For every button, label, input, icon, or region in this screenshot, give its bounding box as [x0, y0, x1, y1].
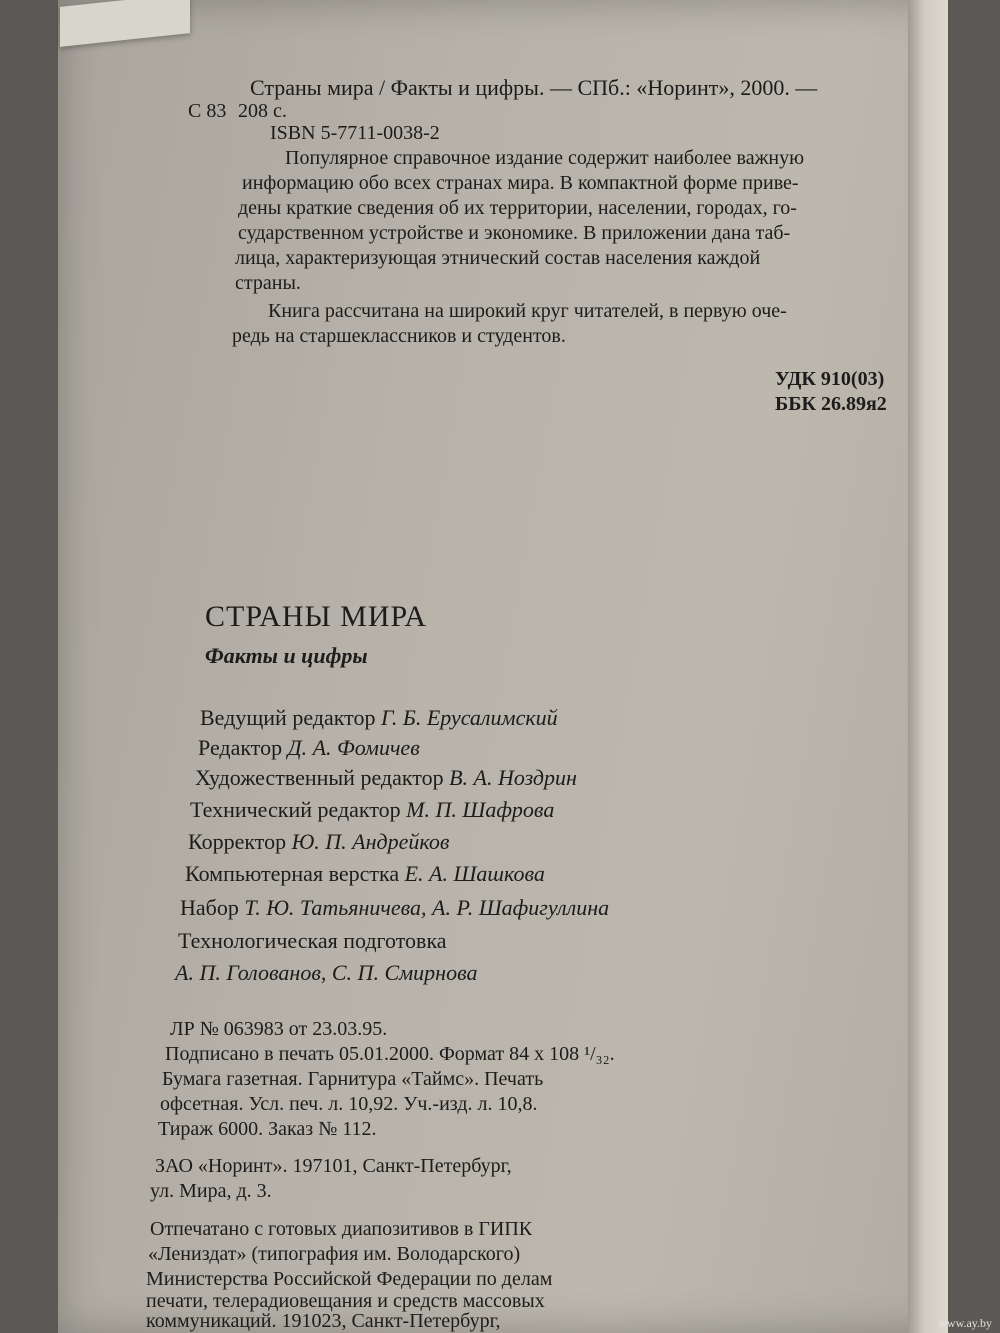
annotation-line: дены краткие сведения об их территории, населении, городах, го- — [238, 197, 797, 219]
credit-name: М. П. Шафрова — [406, 797, 555, 822]
print-detail: офсетная. Усл. печ. л. 10,92. Уч.-изд. л. 10,8. — [160, 1093, 538, 1115]
printer-line: «Лениздат» (типография им. Володарского) — [148, 1243, 521, 1265]
credit-role: Компьютерная верстка — [185, 861, 400, 886]
credit-line — [198, 735, 420, 761]
annotation-line: лица, характеризующая этнический состав населения каждой — [235, 247, 761, 269]
book-subtitle: Факты и цифры — [205, 643, 368, 668]
credit-line — [195, 765, 577, 791]
annotation-line: информацию обо всех странах мира. В компактной форме приве- — [242, 172, 799, 194]
credit-name: А. П. Голованов, С. П. Смирнова — [175, 960, 478, 985]
credit-name: Д. А. Фомичев — [287, 735, 420, 760]
audience-line: редь на старшеклассников и студентов. — [232, 325, 566, 347]
publisher-line: ЗАО «Норинт». 197101, Санкт-Петербург, — [155, 1155, 512, 1177]
isbn: ISBN 5-7711-0038-2 — [270, 122, 440, 144]
book-title: СТРАНЫ МИРА — [205, 600, 428, 633]
credit-line — [200, 705, 558, 731]
credit-role: Художественный редактор — [195, 765, 444, 790]
credit-role: Технический редактор — [190, 797, 401, 822]
bib-line: Страны мира / Факты и цифры. — СПб.: «Норинт», 2000. — — [250, 75, 818, 100]
credit-line — [180, 895, 609, 921]
annotation-line: сударственном устройстве и экономике. В приложении дана таб- — [238, 222, 791, 244]
credit-role: Редактор — [198, 735, 283, 760]
annotation-line: страны. — [235, 272, 301, 294]
credit-name: Ю. П. Андрейков — [291, 829, 450, 854]
credit-name: Е. А. Шашкова — [404, 861, 545, 886]
credit-role: Набор — [180, 895, 239, 920]
publisher-line: ул. Мира, д. 3. — [150, 1180, 272, 1202]
credit-role: Корректор — [188, 829, 287, 854]
credit-line — [185, 861, 545, 887]
credit-line — [190, 797, 554, 823]
print-detail: Подписано в печать 05.01.2000. Формат 84 х 108 ¹/₃₂. — [165, 1043, 615, 1065]
credit-line — [175, 960, 477, 986]
annotation-line: Популярное справочное издание содержит наиболее важную — [285, 147, 805, 169]
credit-role: Технологическая подготовка — [178, 928, 447, 953]
udk: УДК 910(03) — [775, 368, 885, 390]
printer-line: печати, телерадиовещания и средств массовых — [146, 1290, 545, 1312]
credit-name: Г. Б. Ерусалимский — [380, 705, 558, 730]
credit-name: Т. Ю. Татьяничева, А. Р. Шафигуллина — [244, 895, 610, 920]
bib-pages: 208 с. — [238, 100, 287, 122]
audience-line: Книга рассчитана на широкий круг читателей, в первую оче- — [268, 300, 787, 322]
print-detail: Тираж 6000. Заказ № 112. — [158, 1118, 377, 1140]
watermark: www.ay.by — [938, 1316, 992, 1330]
bbk: ББК 26.89я2 — [775, 393, 887, 415]
printer-line: Министерства Российской Федерации по делам — [146, 1268, 553, 1290]
print-detail: ЛР № 063983 от 23.03.95. — [170, 1018, 388, 1040]
credit-name: В. А. Ноздрин — [449, 765, 577, 790]
credit-line — [178, 928, 447, 954]
print-detail: Бумага газетная. Гарнитура «Таймс». Печать — [162, 1068, 544, 1090]
bib-code: С 83 — [188, 100, 227, 122]
printer-line: коммуникаций. 191023, Санкт-Петербург, — [146, 1310, 501, 1332]
page-edge — [908, 0, 948, 1333]
credit-line — [188, 829, 449, 855]
credit-role: Ведущий редактор — [200, 705, 376, 730]
printer-line: Отпечатано с готовых диапозитивов в ГИПК — [150, 1218, 533, 1240]
